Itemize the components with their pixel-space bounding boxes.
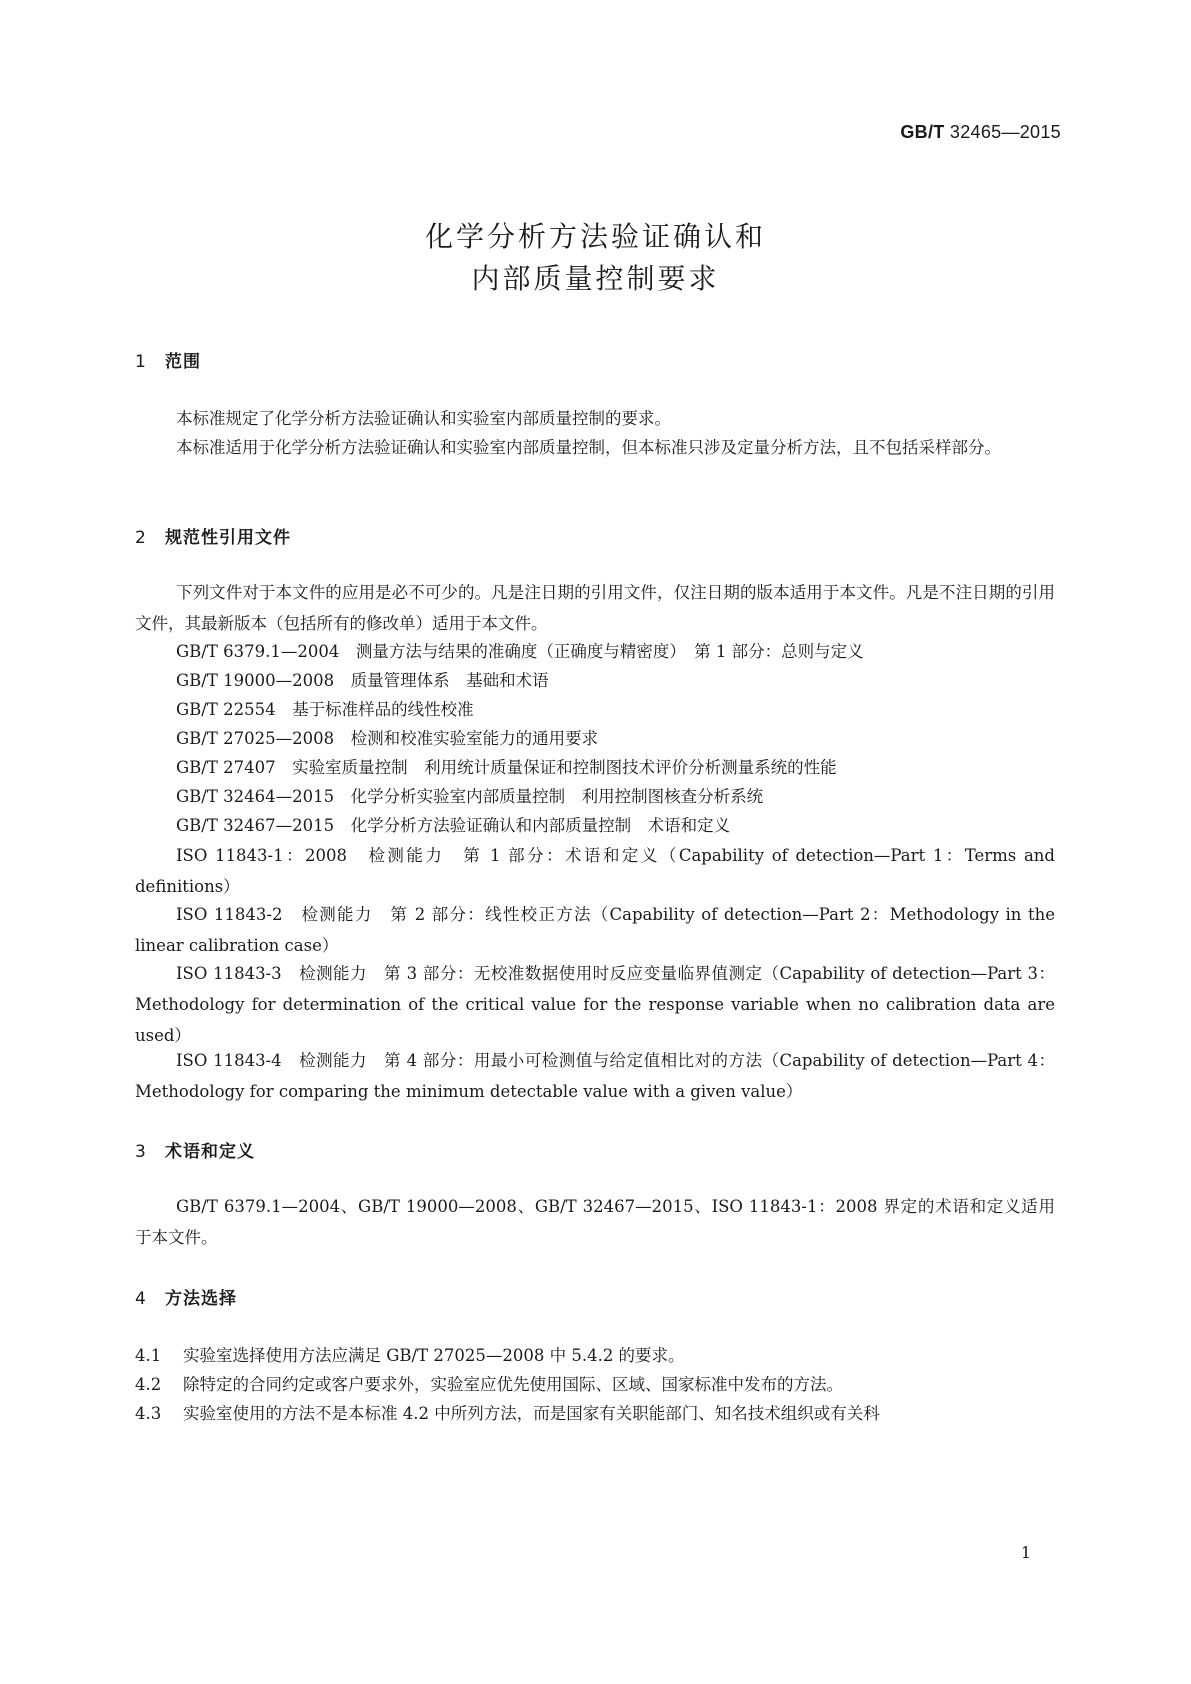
clause-number: 4.1 <box>135 1346 162 1365</box>
reference-item: GB/T 27407 实验室质量控制 利用统计质量保证和控制图技术评价分析测量系统的性能 <box>176 758 837 777</box>
clause-text: 实验室选择使用方法应满足 GB/T 27025—2008 中 5.4.2 的要求。 <box>183 1346 685 1365</box>
document-title-line2: 内部质量控制要求 <box>471 262 720 295</box>
reference-item: GB/T 6379.1—2004 测量方法与结果的准确度（正确度与精密度） 第 1 部分：总则与定义 <box>176 642 864 661</box>
standard-number: 32465—2015 <box>949 122 1061 142</box>
clause-text: 除特定的合同约定或客户要求外，实验室应优先使用国际、区域、国家标准中发布的方法。 <box>183 1375 843 1394</box>
section-3-heading <box>135 1137 255 1162</box>
section-4-heading <box>135 1284 237 1309</box>
clause-4-2 <box>135 1369 1055 1400</box>
reference-item: GB/T 27025—2008 检测和校准实验室能力的通用要求 <box>176 729 599 748</box>
reference-item: GB/T 32464—2015 化学分析实验室内部质量控制 利用控制图核查分析系统 <box>176 787 764 806</box>
section-number: 2 <box>135 528 147 548</box>
paragraph: 本标准适用于化学分析方法验证确认和实验室内部质量控制，但本标准只涉及定量分析方法，且不包括采样部分。 <box>176 438 1001 457</box>
clause-text: 实验室使用的方法不是本标准 4.2 中所列方法，而是国家有关职能部门、知名技术组织或有关科 <box>183 1404 880 1423</box>
section-number: 1 <box>135 352 147 372</box>
paragraph: 本标准规定了化学分析方法验证确认和实验室内部质量控制的要求。 <box>176 409 671 428</box>
reference-item: GB/T 32467—2015 化学分析方法验证确认和内部质量控制 术语和定义 <box>176 816 731 835</box>
reference-item: GB/T 22554 基于标准样品的线性校准 <box>176 700 474 719</box>
section-title: 方法选择 <box>165 1289 237 1309</box>
paragraph: GB/T 6379.1—2004、GB/T 19000—2008、GB/T 32467—2015、ISO 11843-1：2008 界定的术语和定义适用于本文件。 <box>135 1197 1055 1247</box>
standard-code <box>900 122 1061 143</box>
clause-4-3 <box>135 1398 1055 1429</box>
section-2-heading <box>135 523 291 548</box>
section-number: 4 <box>135 1289 147 1309</box>
page-number: 1 <box>1020 1543 1031 1562</box>
clause-number: 4.3 <box>135 1404 162 1423</box>
document-title-line1: 化学分析方法验证确认和 <box>424 220 766 253</box>
paragraph: 下列文件对于本文件的应用是必不可少的。凡是注日期的引用文件，仅注日期的版本适用于本文件。凡是不注日期的引用文件，其最新版本（包括所有的修改单）适用于本文件。 <box>135 583 1055 633</box>
clause-number: 4.2 <box>135 1375 162 1394</box>
section-title: 术语和定义 <box>165 1142 255 1162</box>
reference-item: ISO 11843-1：2008 检测能力 第 1 部分：术语和定义（Capability of detection—Part 1：Terms and definitions） <box>135 846 1055 896</box>
standard-prefix: GB/T <box>900 122 945 142</box>
reference-item: ISO 11843-4 检测能力 第 4 部分：用最小可检测值与给定值相比对的方法（Capability of detection—Part 4：Methodology for comparing the minimum detectable value with a given value） <box>135 1051 1055 1101</box>
section-1-heading <box>135 347 201 372</box>
clause-4-1 <box>135 1340 1055 1371</box>
section-title: 规范性引用文件 <box>165 528 291 548</box>
reference-item: ISO 11843-3 检测能力 第 3 部分：无校准数据使用时反应变量临界值测定（Capability of detection—Part 3：Methodology for determination of the critical value for the response variable when no calibration data are used） <box>135 964 1055 1045</box>
reference-item: GB/T 19000—2008 质量管理体系 基础和术语 <box>176 671 549 690</box>
section-number: 3 <box>135 1142 147 1162</box>
reference-item: ISO 11843-2 检测能力 第 2 部分：线性校正方法（Capability of detection—Part 2：Methodology in the linear calibration case） <box>135 905 1055 955</box>
section-title: 范围 <box>165 352 201 372</box>
